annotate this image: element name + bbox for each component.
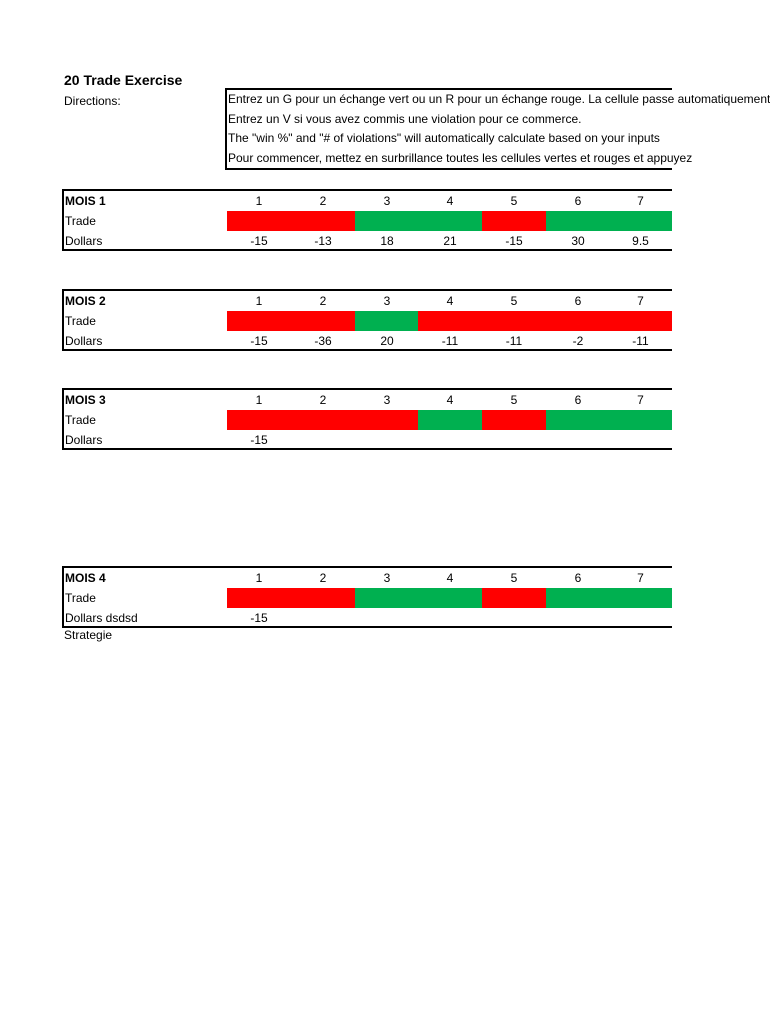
- trade-cell-green[interactable]: [546, 410, 610, 430]
- trade-cell-green[interactable]: [355, 311, 419, 331]
- trade-number-cell[interactable]: 7: [637, 294, 644, 308]
- trade-row: [64, 410, 672, 430]
- month-block: [62, 566, 672, 628]
- trade-cell-green[interactable]: [546, 588, 610, 608]
- trade-cell-green[interactable]: [609, 211, 672, 231]
- trade-number-cell[interactable]: 2: [319, 294, 327, 308]
- dollar-cell[interactable]: 30: [571, 234, 585, 248]
- trade-cell-green[interactable]: [418, 588, 482, 608]
- trade-number-cell[interactable]: 1: [255, 571, 263, 585]
- dollars-row: [64, 608, 672, 628]
- dollars-row-label[interactable]: Dollars dsdsd: [65, 611, 138, 625]
- trade-number-cell[interactable]: 3: [383, 571, 391, 585]
- dollar-cell[interactable]: [609, 430, 672, 450]
- trade-number-cell[interactable]: 2: [319, 393, 327, 407]
- dollar-cell[interactable]: -11: [441, 334, 459, 348]
- header-row: [64, 191, 672, 211]
- trade-row: [64, 211, 672, 231]
- trade-number-cell[interactable]: 5: [510, 393, 518, 407]
- trade-cell-green[interactable]: [546, 211, 610, 231]
- month-block: [62, 289, 672, 351]
- trade-cell-red[interactable]: [227, 311, 291, 331]
- trade-cell-red[interactable]: [227, 410, 291, 430]
- dollar-cell[interactable]: 21: [443, 234, 457, 248]
- trade-number-cell[interactable]: 4: [446, 194, 454, 208]
- dollar-cell[interactable]: [355, 608, 419, 628]
- trade-cell-red[interactable]: [482, 410, 546, 430]
- trade-cell-green[interactable]: [609, 410, 672, 430]
- trade-number-cell[interactable]: 3: [383, 393, 391, 407]
- trade-cell-red[interactable]: [227, 588, 291, 608]
- dollar-cell[interactable]: [418, 608, 482, 628]
- trade-row-label[interactable]: Trade: [65, 413, 96, 427]
- dollar-cell[interactable]: [482, 608, 546, 628]
- trade-number-cell[interactable]: 7: [637, 194, 644, 208]
- trade-number-cell[interactable]: 4: [446, 571, 454, 585]
- dollars-row: [64, 331, 672, 351]
- trade-number-cell[interactable]: 4: [446, 393, 454, 407]
- dollar-cell[interactable]: [609, 608, 672, 628]
- trade-cell-red[interactable]: [291, 311, 355, 331]
- trade-number-cell[interactable]: 4: [446, 294, 454, 308]
- directions-line: The "win %" and "# of violations" will automatically calculate based on your inputs: [228, 131, 660, 145]
- trade-number-cell[interactable]: 1: [255, 194, 263, 208]
- dollar-cell[interactable]: -15: [250, 611, 268, 625]
- trade-cell-green[interactable]: [418, 410, 482, 430]
- trade-number-cell[interactable]: 2: [319, 194, 327, 208]
- trade-number-cell[interactable]: 1: [255, 393, 263, 407]
- month-title[interactable]: MOIS 2: [65, 294, 106, 308]
- dollar-cell[interactable]: -11: [632, 334, 649, 348]
- trade-number-cell[interactable]: 1: [255, 294, 263, 308]
- dollar-cell[interactable]: 9.5: [632, 234, 649, 248]
- month-block: [62, 189, 672, 251]
- dollar-cell[interactable]: [482, 430, 546, 450]
- directions-box: [225, 88, 770, 170]
- dollar-cell[interactable]: 18: [380, 234, 394, 248]
- dollar-cell[interactable]: [355, 430, 419, 450]
- trade-row: [64, 311, 672, 331]
- trade-number-cell[interactable]: 6: [574, 194, 582, 208]
- dollar-cell[interactable]: [546, 430, 610, 450]
- sheet-title: 20 Trade Exercise: [64, 72, 183, 88]
- trade-number-cell[interactable]: 3: [383, 194, 391, 208]
- dollar-cell[interactable]: -15: [250, 334, 268, 348]
- trade-number-cell[interactable]: 6: [574, 393, 582, 407]
- directions-line: Entrez un V si vous avez commis une violation pour ce commerce.: [228, 111, 582, 126]
- header-row: [64, 291, 672, 311]
- trade-cell-red[interactable]: [227, 211, 291, 231]
- trade-number-cell[interactable]: 7: [637, 393, 644, 407]
- trade-row-label[interactable]: Trade: [65, 214, 96, 228]
- trade-number-cell[interactable]: 2: [319, 571, 327, 585]
- dollar-cell[interactable]: [546, 608, 610, 628]
- dollar-cell[interactable]: 20: [380, 334, 394, 348]
- trade-cell-red[interactable]: [291, 410, 355, 430]
- dollar-cell[interactable]: -36: [314, 334, 332, 348]
- dollar-cell[interactable]: [418, 430, 482, 450]
- strategie-label[interactable]: Strategie: [64, 628, 113, 642]
- trade-cell-red[interactable]: [291, 211, 355, 231]
- dollar-cell[interactable]: -15: [250, 234, 268, 248]
- trade-cell-red[interactable]: [609, 311, 672, 331]
- trade-cell-green[interactable]: [355, 211, 419, 231]
- trade-cell-red[interactable]: [355, 410, 419, 430]
- trade-cell-green[interactable]: [609, 588, 672, 608]
- trade-number-cell[interactable]: 5: [510, 571, 518, 585]
- directions-line: Pour commencer, mettez en surbrillance toutes les cellules vertes et rouges et appuyez: [228, 150, 693, 165]
- trade-cell-green[interactable]: [418, 211, 482, 231]
- trade-row-label[interactable]: Trade: [65, 591, 96, 605]
- dollar-cell[interactable]: -15: [250, 433, 268, 447]
- trade-cell-red[interactable]: [418, 311, 482, 331]
- trade-cell-red[interactable]: [291, 588, 355, 608]
- month-title[interactable]: MOIS 1: [65, 194, 106, 208]
- dollar-cell[interactable]: [291, 430, 355, 450]
- dollar-cell[interactable]: -13: [314, 234, 332, 248]
- header-row: [64, 390, 672, 410]
- dollars-row: [64, 231, 672, 251]
- dollars-row-label[interactable]: Dollars: [65, 334, 103, 348]
- dollars-row: [64, 430, 672, 450]
- trade-number-cell[interactable]: 5: [510, 294, 518, 308]
- month-title[interactable]: MOIS 3: [65, 393, 106, 407]
- month-block: [62, 388, 672, 450]
- trade-number-cell[interactable]: 6: [574, 294, 582, 308]
- directions-line: Entrez un G pour un échange vert ou un R pour un échange rouge. La cellule passe automatiquement: [228, 92, 770, 106]
- trade-cell-red[interactable]: [482, 211, 546, 231]
- dollar-cell[interactable]: [291, 608, 355, 628]
- directions-label: Directions:: [64, 94, 121, 108]
- dollars-row-label[interactable]: Dollars: [65, 234, 103, 248]
- dollar-cell[interactable]: -11: [505, 334, 523, 348]
- trade-cell-red[interactable]: [482, 311, 546, 331]
- trade-number-cell[interactable]: 7: [637, 571, 644, 585]
- trade-cell-green[interactable]: [355, 588, 419, 608]
- month-title[interactable]: MOIS 4: [65, 571, 106, 585]
- trade-number-cell[interactable]: 6: [574, 571, 582, 585]
- trade-cell-red[interactable]: [546, 311, 610, 331]
- header-row: [64, 568, 672, 588]
- trade-number-cell[interactable]: 3: [383, 294, 391, 308]
- dollars-row-label[interactable]: Dollars: [65, 433, 103, 447]
- trade-row-label[interactable]: Trade: [65, 314, 96, 328]
- dollar-cell[interactable]: -15: [505, 234, 523, 248]
- trade-cell-red[interactable]: [482, 588, 546, 608]
- trade-row: [64, 588, 672, 608]
- dollar-cell[interactable]: -2: [572, 334, 584, 348]
- trade-number-cell[interactable]: 5: [510, 194, 518, 208]
